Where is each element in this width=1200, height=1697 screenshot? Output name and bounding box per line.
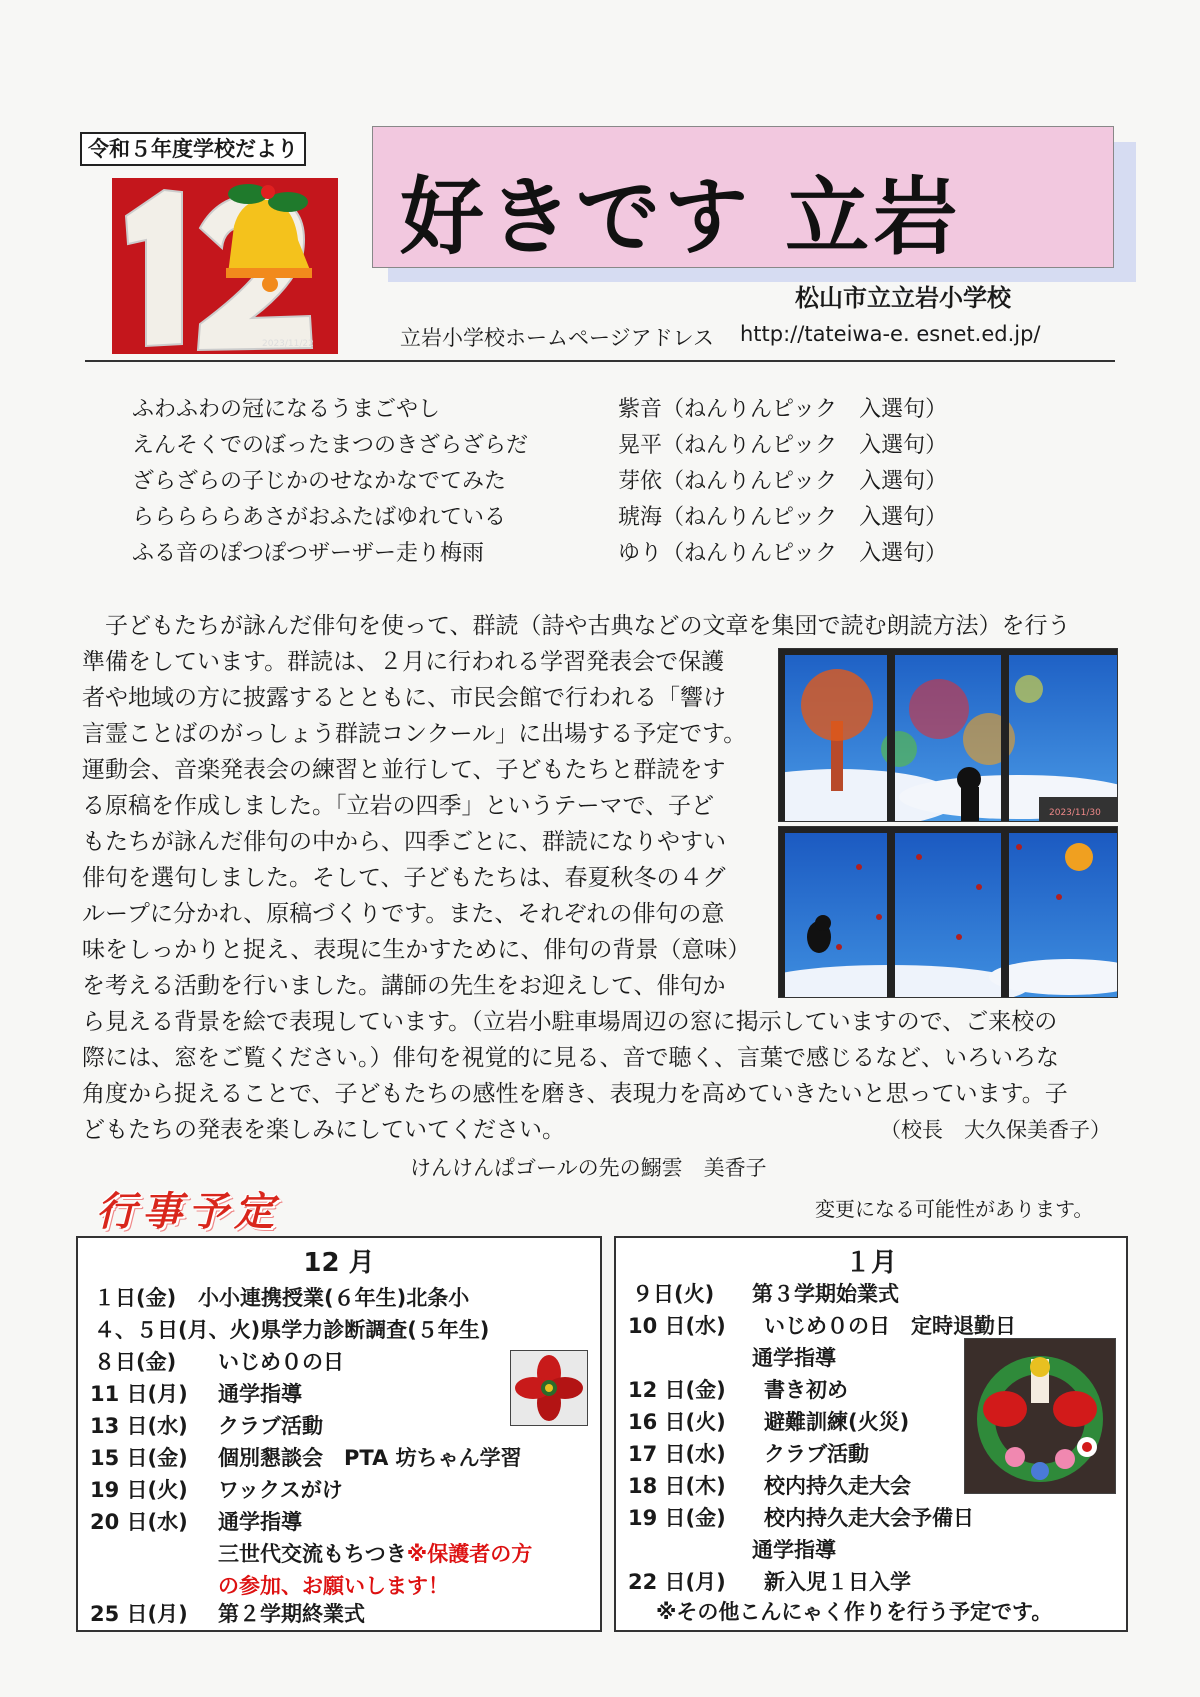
schedule-date: 13 日(水)	[90, 1414, 188, 1438]
schedule-date: ９日(火)	[632, 1282, 715, 1306]
schedule-date: 19 日(火)	[90, 1478, 188, 1502]
article-line: 際には、窓をご覧ください。）俳句を視覚的に見る、音で聴く、言葉で感じるなど、いろいろな	[82, 1045, 1060, 1071]
schedule-row	[218, 1570, 449, 1602]
header-divider	[85, 360, 1115, 362]
haiku-credit: 琥海（ねんりんピック 入選句）	[618, 505, 948, 530]
newsletter-series-label: 令和５年度学校だより	[80, 132, 306, 166]
schedule-row	[90, 1602, 365, 1626]
schedule-row	[218, 1538, 532, 1570]
schedule-event: 第２学期終業式	[218, 1602, 365, 1626]
schedule-row	[628, 1374, 848, 1406]
article-line: 準備をしています。群読は、２月に行われる学習発表会で保護	[82, 649, 725, 675]
article-line: ループに分かれ、原稿づくりです。また、それぞれの俳句の意	[82, 901, 725, 927]
haiku-line: らららららあさがおふたばゆれている	[132, 505, 507, 530]
schedule-row	[752, 1342, 836, 1374]
schedule-event: 通学指導	[218, 1510, 302, 1534]
schedule-date: 18 日(木)	[628, 1474, 726, 1498]
schedule-event: 通学指導	[752, 1538, 836, 1562]
article-line: 者や地域の方に披露するとともに、市民会館で行われる「響け	[82, 685, 726, 711]
december-number-photo	[112, 178, 338, 354]
schedule-date: 10 日(水)	[628, 1314, 726, 1338]
schedule-date: １日(金)	[94, 1286, 177, 1310]
schedule-footnote: ※その他こんにゃく作りを行う予定です。	[656, 1600, 1053, 1624]
article-line: 角度から捉えることで、子どもたちの感性を磨き、表現力を高めていきたいと思っています。子	[82, 1081, 1068, 1107]
article-line: 言霊ことばのがっしょう群読コンクール」に出場する予定です。	[82, 721, 747, 747]
schedule-row	[628, 1566, 911, 1598]
principal-haiku: けんけんぱゴールの先の鰯雲 美香子	[410, 1156, 767, 1180]
schedule-date: 17 日(水)	[628, 1442, 726, 1466]
schedule-event: 通学指導	[218, 1382, 302, 1406]
schedule-event: いじめ０の日	[218, 1350, 344, 1374]
haiku-credit: 紫音（ねんりんピック 入選句）	[618, 397, 948, 422]
schedule-row	[94, 1346, 344, 1378]
schedule-event: 校内持久走大会予備日	[764, 1506, 974, 1530]
haiku-credits	[618, 392, 947, 572]
schedule-date: 11 日(月)	[90, 1382, 188, 1406]
photo-date-stamp: 2023/11/30	[1049, 808, 1101, 818]
january-schedule	[614, 1236, 1128, 1632]
schedule-event: ワックスがけ	[218, 1478, 343, 1502]
schedule-event: いじめ０の日 定時退勤日	[764, 1314, 1016, 1338]
haiku-line: ざらざらの子じかのせなかなでてみた	[132, 469, 507, 494]
haiku-credit: ゆり（ねんりんピック 入選句）	[618, 541, 948, 566]
schedule-event: 県学力診断調査(５年生)	[260, 1318, 490, 1342]
january-title: １月	[844, 1248, 897, 1278]
homepage-url[interactable]: http://tateiwa-e. esnet.ed.jp/	[740, 322, 1041, 346]
schedule-event: 避難訓練(火災)	[764, 1410, 910, 1434]
article-line: 子どもたちが詠んだ俳句を使って、群読（詩や古典などの文章を集団で読む朗読方法）を行う	[82, 613, 1071, 639]
schedule-event-note: ※保護者の方	[406, 1542, 533, 1566]
photo-date-stamp: 2023/11/22	[262, 339, 314, 349]
schedule-date: 12 日(金)	[628, 1378, 726, 1402]
article-line: る原稿を作成しました。「立岩の四季」というテーマで、子ど	[82, 793, 715, 819]
schedule-row	[90, 1410, 323, 1442]
schedule-row	[90, 1378, 302, 1410]
schedule-change-note: 変更になる可能性があります。	[815, 1197, 1094, 1221]
poinsettia-photo	[510, 1350, 588, 1426]
article-line: ら見える背景を絵で表現しています。（立岩小駐車場周辺の窓に掲示していますので、ご来校の	[82, 1009, 1058, 1035]
schedule-event: クラブ活動	[218, 1414, 323, 1438]
schedule-date: 25 日(月)	[90, 1602, 188, 1626]
schedule-row	[628, 1406, 909, 1438]
haiku-line: えんそくでのぼったまつのきざらざらだ	[132, 433, 529, 458]
schedule-event: 小小連携授業(６年生)北条小	[198, 1286, 470, 1310]
schedule-row	[628, 1438, 869, 1470]
december-schedule	[76, 1236, 602, 1632]
window-art-photo-1	[778, 648, 1118, 822]
article-line: を考える活動を行いました。講師の先生をお迎えして、俳句か	[82, 973, 726, 999]
school-name: 松山市立立岩小学校	[795, 284, 1011, 312]
article-line: もたちが詠んだ俳句の中から、四季ごとに、群読になりやすい	[82, 829, 726, 855]
haiku-line: ふる音のぽつぽつザーザー走り梅雨	[132, 541, 485, 566]
december-title: 12 月	[303, 1248, 375, 1278]
schedule-event: 個別懇談会 PTA 坊ちゃん学習	[218, 1446, 522, 1470]
haiku-list	[132, 392, 528, 572]
schedule-event: クラブ活動	[764, 1442, 869, 1466]
article-line: どもたちの発表を楽しみにしていてください。	[82, 1117, 565, 1143]
schedule-row	[90, 1506, 302, 1538]
schedule-date: 20 日(水)	[90, 1510, 188, 1534]
schedule-event: 通学指導	[752, 1346, 836, 1370]
homepage-label: 立岩小学校ホームページアドレス	[400, 326, 714, 350]
newsletter-title: 好きです 立岩	[400, 168, 962, 266]
article-author: （校長 大久保美香子）	[880, 1118, 1111, 1142]
schedule-row	[632, 1278, 899, 1310]
haiku-credit: 芽依（ねんりんピック 入選句）	[618, 469, 948, 494]
schedule-date: ８日(金)	[94, 1350, 177, 1374]
schedule-row	[628, 1502, 974, 1534]
schedule-row	[752, 1534, 836, 1566]
schedule-event: 校内持久走大会	[764, 1474, 911, 1498]
haiku-credit: 晃平（ねんりんピック 入選句）	[618, 433, 948, 458]
events-heading: 行事予定	[96, 1189, 280, 1235]
schedule-event-note: の参加、お願いします！	[218, 1574, 449, 1598]
schedule-date: 16 日(火)	[628, 1410, 726, 1434]
schedule-row	[94, 1314, 489, 1346]
new-year-wreath-photo	[964, 1338, 1116, 1494]
schedule-date: 19 日(金)	[628, 1506, 726, 1530]
schedule-date: ４、５日(月、火)	[94, 1318, 261, 1342]
schedule-event: 三世代交流もちつき	[218, 1542, 407, 1566]
schedule-row	[628, 1310, 1016, 1342]
window-art-photo-2	[778, 826, 1118, 998]
schedule-date: 15 日(金)	[90, 1446, 188, 1470]
schedule-event: 第３学期始業式	[752, 1282, 899, 1306]
haiku-line: ふわふわの冠になるうまごやし	[132, 397, 441, 422]
article-line: 俳句を選句しました。そして、子どもたちは、春夏秋冬の４グ	[82, 865, 726, 891]
schedule-row	[94, 1282, 469, 1314]
article-line: 運動会、音楽発表会の練習と並行して、子どもたちと群読をす	[82, 757, 726, 783]
schedule-event: 新入児１日入学	[764, 1570, 911, 1594]
schedule-row	[628, 1470, 911, 1502]
schedule-date: 22 日(月)	[628, 1570, 726, 1594]
schedule-row	[90, 1442, 522, 1474]
schedule-event: 書き初め	[764, 1378, 848, 1402]
schedule-row	[90, 1474, 343, 1506]
article-line: 味をしっかりと捉え、表現に生かすために、俳句の背景（意味）	[82, 937, 751, 963]
